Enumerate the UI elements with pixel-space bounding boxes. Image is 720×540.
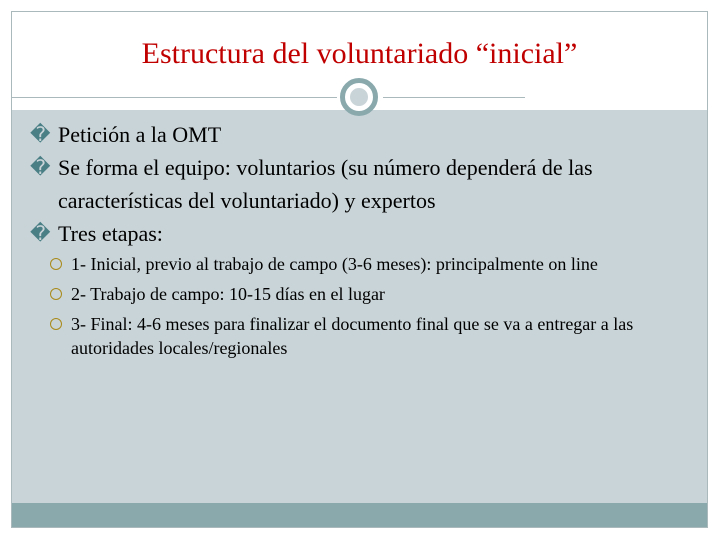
bullet-item (30, 151, 680, 217)
bullet-glyph-icon: � (30, 155, 51, 179)
sub-bullet-item (30, 282, 680, 306)
sub-bullet-item (30, 312, 680, 360)
circle-bullet-icon (50, 288, 62, 300)
sub-bullet-text: 2- Trabajo de campo: 10-15 días en el lugar (71, 284, 385, 304)
sub-bullet-item (30, 252, 680, 276)
bullet-text: Petición a la OMT (58, 122, 222, 147)
bullet-text: Tres etapas: (58, 221, 163, 246)
ring-ornament-icon (340, 78, 378, 116)
sub-bullet-list (58, 252, 680, 360)
bullet-glyph-icon: � (30, 221, 51, 245)
bullet-list (30, 118, 680, 366)
slide-title: Estructura del voluntariado “inicial” (141, 37, 578, 70)
circle-bullet-icon (50, 318, 62, 330)
bullet-item (30, 217, 680, 360)
bullet-item (30, 118, 680, 151)
title-divider-right (383, 97, 525, 98)
title-divider-left (12, 97, 337, 98)
bullet-text: Se forma el equipo: voluntarios (su número dependerá de las características del voluntariado) y expertos (58, 155, 593, 213)
bullet-glyph-icon: � (30, 122, 51, 146)
sub-bullet-text: 3- Final: 4-6 meses para finalizar el documento final que se va a entregar a las autoridades locales/regionales (71, 314, 634, 358)
sub-bullet-text: 1- Inicial, previo al trabajo de campo (3-6 meses): principalmente on line (71, 254, 598, 274)
footer-bar (12, 503, 707, 527)
ring-inner (349, 87, 369, 107)
circle-bullet-icon (50, 258, 62, 270)
